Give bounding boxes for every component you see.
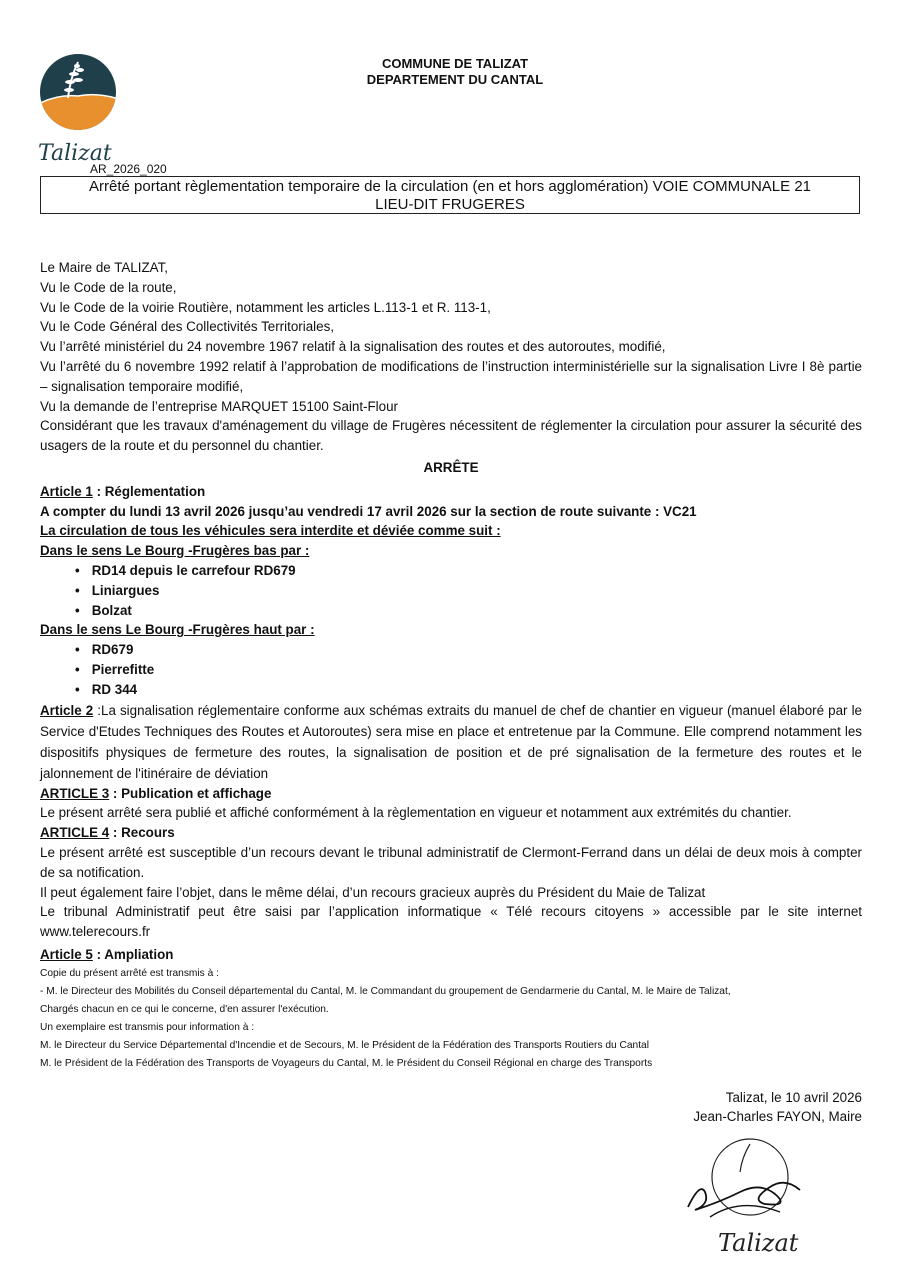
detour-item: • RD 344 xyxy=(75,680,862,700)
article-1-heading xyxy=(40,482,862,502)
signature-stamp xyxy=(680,1132,820,1262)
article-3-text: Le présent arrêté sera publié et affiché conformément à la règlementation en vigueur et notamment aux extrémités du chantier. xyxy=(40,805,792,821)
ampliation-line: Un exemplaire est transmis pour information à : xyxy=(40,1021,255,1033)
decree-body xyxy=(40,258,862,1073)
preamble-line: Considérant que les travaux d'aménagement du village de Frugères nécessitent de réglementer la circulation pour assurer la sécurité des usagers de la route et du personnel du chantier. xyxy=(40,418,862,454)
article-4-text: Le présent arrêté est susceptible d’un recours devant le tribunal administratif de Clermont-Ferrand dans un délai de deux mois à compter de sa notification. xyxy=(40,844,862,880)
detour-list-2 xyxy=(40,640,862,699)
article-4-text: Le tribunal Administratif peut être saisi par l’application informatique « Télé recours citoyens » accessible par le site internet www.telerecours.fr xyxy=(40,904,862,940)
article-title: : Recours xyxy=(109,825,175,841)
detour-item: • RD14 depuis le carrefour RD679 xyxy=(75,561,862,581)
decree-title xyxy=(40,176,860,214)
article-4-heading xyxy=(40,823,862,843)
article-label: Article 1 xyxy=(40,483,93,499)
detour-item: • Pierrefitte xyxy=(75,660,862,680)
article-label: ARTICLE 4 xyxy=(40,825,110,841)
stamp-text: Talizat xyxy=(718,1229,799,1257)
signatory-name: Jean-Charles FAYON, Maire xyxy=(693,1109,862,1124)
article-label: ARTICLE 3 xyxy=(40,785,110,801)
ampliation-line: M. le Directeur du Service Départemental d'Incendie et de Secours, M. le Président de la Fédération des Transports Routiers du Cantal xyxy=(40,1039,649,1051)
preamble-line: Vu l’arrêté du 6 novembre 1992 relatif à l’approbation de modifications de l’instruction interministérielle sur la signalisation Livre I 8è partie – signalisation temporaire modifié, xyxy=(40,358,862,394)
preamble-line: Vu la demande de l’entreprise MARQUET 15100 Saint-Flour xyxy=(40,398,399,414)
preamble-line: Le Maire de TALIZAT, xyxy=(40,260,169,275)
preamble-line: Vu le Code de la voirie Routière, notamment les articles L.113-1 et R. 113-1, xyxy=(40,299,491,315)
article-label: Article 2 xyxy=(40,702,94,718)
ampliation-line: Chargés chacun en ce qui le concerne, d'en assurer l'exécution. xyxy=(40,1003,329,1015)
detour-item: • RD679 xyxy=(75,640,862,660)
preamble-line: Vu le Code Général des Collectivités Territoriales, xyxy=(40,319,334,335)
place-date: Talizat, le 10 avril 2026 xyxy=(725,1090,862,1105)
preamble-line: Vu l’arrêté ministériel du 24 novembre 1967 relatif à la signalisation des routes et des autoroutes, modifié, xyxy=(40,339,666,355)
article-label: Article 5 xyxy=(40,946,93,962)
article-5-heading xyxy=(40,945,862,965)
article-text: :La signalisation réglementaire conforme aux schémas extraits du manuel de chef de chantier en vigueur (manuel élaboré par le Service d'Etudes Techniques des Routes et Autoroutes) sera mise en place et entretenue par la Commune. Elle comprend notamment les dispositifs physiques de fermeture des routes, la signalisation de position et de pré signalisation de la fermeture des routes et le jalonnement de l'itinéraire de déviation xyxy=(40,702,863,781)
logo-text: Talizat xyxy=(38,141,112,166)
reference-number: AR_2026_020 xyxy=(90,162,167,176)
ampliation-line: M. le Président de la Fédération des Transports de Voyageurs du Cantal, M. le Président du Conseil Régional en charge des Transports xyxy=(40,1057,653,1069)
article-4-text: Il peut également faire l’objet, dans le même délai, d’un recours gracieux auprès du Président du Maie de Talizat xyxy=(40,884,706,900)
article-1-dates: A compter du lundi 13 avril 2026 jusqu’au vendredi 17 avril 2026 sur la section de route suivante : VC21 xyxy=(40,503,697,519)
detour-item: • Liniargues xyxy=(75,581,862,601)
commune-logo xyxy=(38,54,122,164)
article-1-interdiction: La circulation de tous les véhicules sera interdite et déviée comme suit : xyxy=(40,523,501,539)
detour-item: • Bolzat xyxy=(75,601,862,621)
article-title: : Ampliation xyxy=(92,946,174,962)
ampliation-list xyxy=(40,965,862,1073)
article-title: : Publication et affichage xyxy=(109,785,272,801)
detour-list-1 xyxy=(40,561,862,620)
arrete-heading: ARRÊTE xyxy=(423,459,479,475)
article-2 xyxy=(40,700,862,784)
preamble-line: Vu le Code de la route, xyxy=(40,279,177,295)
article-title: : Réglementation xyxy=(92,483,206,499)
commune-name: COMMUNE DE TALIZAT xyxy=(381,56,529,71)
signature-block xyxy=(693,1088,862,1126)
ampliation-line: Copie du présent arrêté est transmis à : xyxy=(40,967,219,979)
departement-name: DEPARTEMENT DU CANTAL xyxy=(366,72,544,87)
direction-1: Dans le sens Le Bourg -Frugères bas par : xyxy=(40,543,310,559)
direction-2: Dans le sens Le Bourg -Frugères haut par : xyxy=(40,622,315,638)
title-line-2: LIEU-DIT FRUGERES xyxy=(375,196,525,213)
handwritten-signature-icon xyxy=(680,1132,820,1232)
article-3-heading xyxy=(40,784,862,804)
title-line-1: Arrêté portant règlementation temporaire de la circulation (en et hors agglomération) VOIE COMMUNALE 21 xyxy=(89,178,811,195)
ampliation-line: - M. le Directeur des Mobilités du Conseil départemental du Cantal, M. le Commandant du groupement de Gendarmerie du Cantal, M. le Maire de Talizat, xyxy=(40,985,731,997)
